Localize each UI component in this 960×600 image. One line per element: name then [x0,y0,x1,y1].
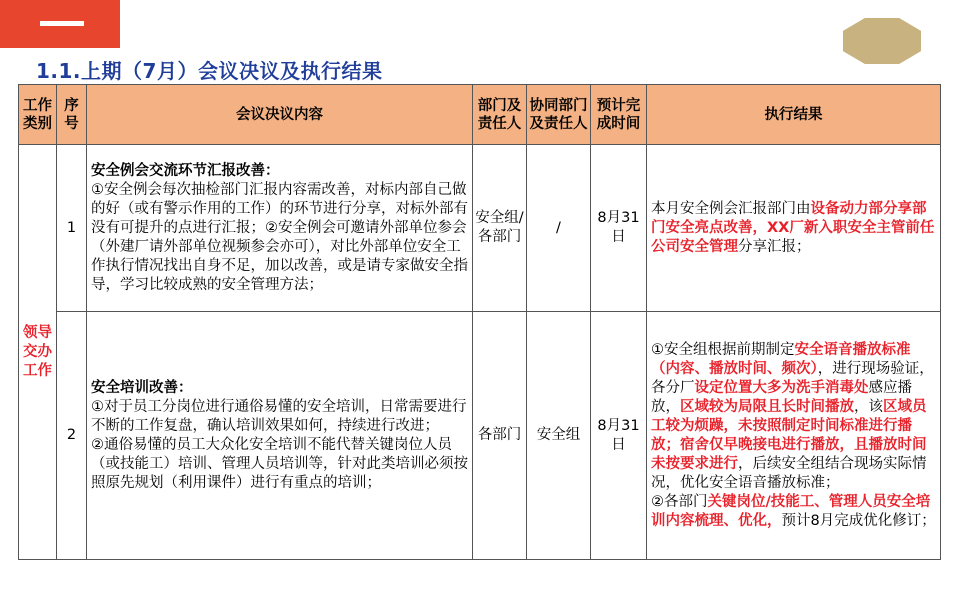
dept-cell: 安全组/各部门 [473,145,527,312]
resolution-body: ②通俗易懂的员工大众化安全培训不能代替关键岗位人员（或技能工）培训、管理人员培训等，针对此类培训必须按照原先规划（利用课件）进行有重点的培训； [91,436,468,491]
result-text: 感应播放， [651,379,912,415]
header-dept: 部门及责任人 [473,85,527,145]
result-highlight: 设备动力部分享部门安全亮点改善，XX厂新入职安全主管前任公司安全管理 [651,200,935,255]
co-dept-cell: 安全组 [527,312,591,560]
table-header-row [19,85,941,145]
result-cell [647,145,941,312]
resolution-title: 安全培训改善： [91,379,193,396]
corner-accent-bar [40,21,84,26]
result-text: 分享汇报； [738,238,811,255]
table-row [19,312,941,560]
resolution-body: ①安全例会每次抽检部门汇报内容需改善，对标内部自己做的好（或有警示作用的工作）的环节进行分享，对标外部有没有可提升的点进行汇报；②安全例会可邀请外部单位参会（外建厂请外部单位视频参会亦可），对比外部单位安全工作执行情况找出自身不足，加以改善，或是请专家做安全指导，学习比较成熟的安全管理方法； [91,181,468,293]
header-content: 会议决议内容 [87,85,473,145]
seq-cell: 1 [57,145,87,312]
result-highlight: 关键岗位/技能工、管理人员安全培训内容梳理、优化， [651,493,931,529]
decorative-octagon [843,18,921,64]
resolution-title: 安全例会交流环节汇报改善： [91,162,280,179]
result-highlight: 区域较为局限且长时间播放 [680,398,854,415]
result-text: ，后续安全组结合现场实际情况，优化安全语音播放标准； [651,455,927,491]
header-category: 工作类别 [19,85,57,145]
header-seq: 序号 [57,85,87,145]
result-highlight: 安全语音播放标准（内容、播放时间、频次） [651,341,911,377]
result-text: ①安全组根据前期制定 [651,341,795,358]
corner-accent-block [0,0,120,48]
result-text: 预计8月完成优化修订； [781,512,936,529]
resolution-body: ①对于员工分岗位进行通俗易懂的安全培训，日常需要进行不断的工作复盘，确认培训效果如何，持续进行改进； [91,398,467,434]
result-cell [647,312,941,560]
dept-cell: 各部门 [473,312,527,560]
result-highlight: 设定位置大多为洗手消毒处 [694,379,869,396]
header-co-dept: 协同部门及责任人 [527,85,591,145]
category-cell: 领导交办工作 [19,145,57,560]
result-paragraph-1 [651,341,936,493]
content-cell [87,312,473,560]
result-text: ，该 [854,398,883,415]
result-text: 本月安全例会汇报部门由 [651,200,811,217]
result-highlight: 区域员工较为烦躁，未按照制定时间标准进行播放；宿舍仅早晚接电进行播放，且播放时间未按要求进行 [651,398,927,472]
result-text: ，进行现场验证，各分厂 [651,360,934,396]
result-text: ②各部门 [651,493,708,510]
deadline-cell: 8月31日 [591,145,647,312]
deadline-cell: 8月31日 [591,312,647,560]
content-cell [87,145,473,312]
result-paragraph-2 [651,493,936,531]
table-row [19,145,941,312]
seq-cell: 2 [57,312,87,560]
meeting-resolution-table [18,84,941,560]
co-dept-cell: / [527,145,591,312]
header-result: 执行结果 [647,85,941,145]
section-title: 1.1.上期（7月）会议决议及执行结果 [36,59,383,83]
header-deadline: 预计完成时间 [591,85,647,145]
